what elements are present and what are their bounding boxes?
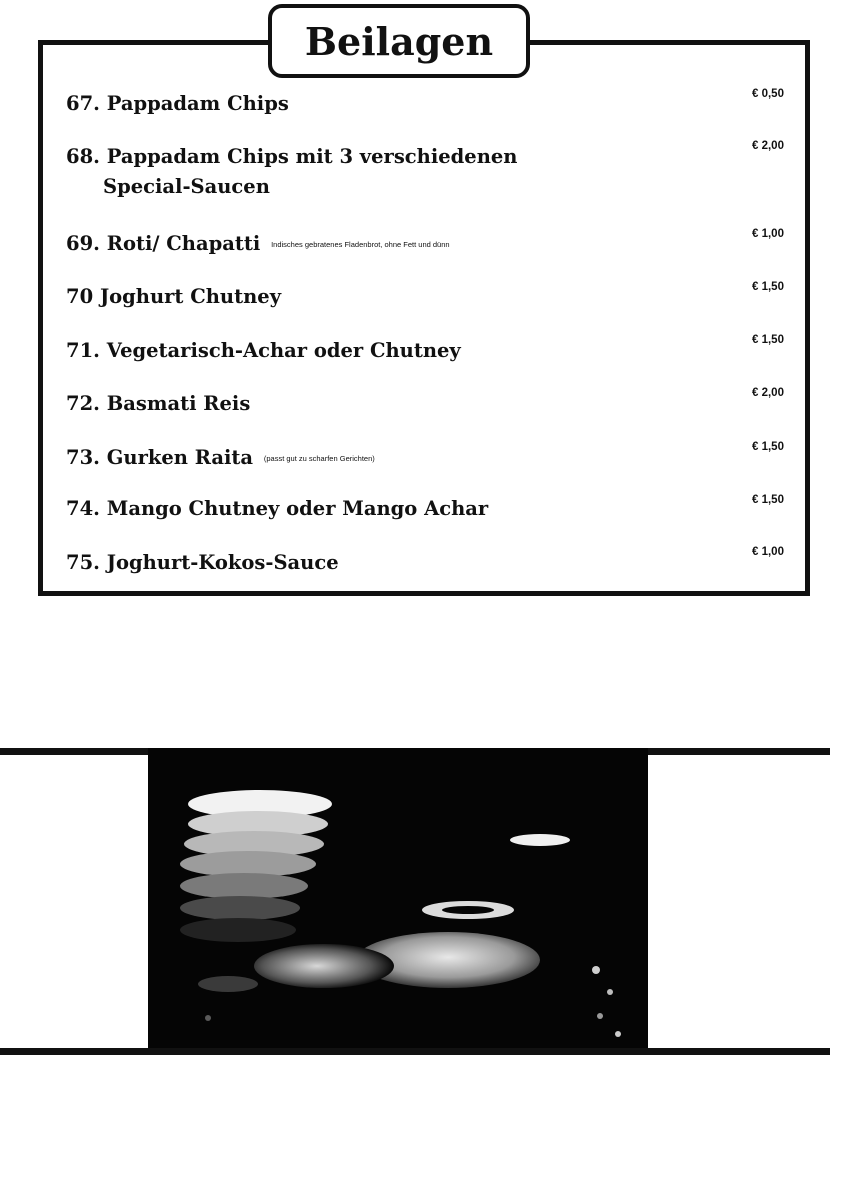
menu-item-71: [66, 336, 746, 366]
item-number: 71.: [66, 339, 100, 362]
item-name: Vegetarisch-Achar oder Chutney: [106, 339, 461, 362]
item-price: € 0,50: [752, 88, 784, 100]
item-number: 68.: [66, 145, 100, 168]
item-name: Joghurt-Kokos-Sauce: [106, 551, 339, 574]
item-name: Joghurt Chutney: [99, 285, 282, 308]
item-number: 67.: [66, 92, 100, 115]
menu-item-70: [66, 282, 746, 312]
photo-bottom-rule: [0, 1048, 830, 1055]
item-price: € 1,50: [752, 494, 784, 506]
item-name: Mango Chutney oder Mango Achar: [106, 497, 489, 520]
item-price: € 1,00: [752, 546, 784, 558]
pappadam-photo-illustration: [148, 748, 648, 1050]
item-name: Pappadam Chips mit 3 verschiedenen: [106, 145, 518, 168]
item-number: 69.: [66, 232, 100, 255]
item-name: Gurken Raita: [106, 446, 254, 469]
menu-item-68: [66, 142, 746, 202]
item-price: € 1,00: [752, 228, 784, 240]
item-price: € 1,50: [752, 441, 784, 453]
page-title: Beilagen: [304, 18, 494, 64]
item-number: 72.: [66, 392, 100, 415]
item-name: Pappadam Chips: [106, 92, 289, 115]
menu-item-69: [66, 229, 746, 260]
item-note: Indisches gebratenes Fladenbrot, ohne Fett und dünn: [271, 239, 450, 249]
item-number: 74.: [66, 497, 100, 520]
item-name: Basmati Reis: [106, 392, 251, 415]
title-tab: [268, 4, 530, 78]
item-price: € 2,00: [752, 140, 784, 152]
item-number: 70: [66, 285, 94, 308]
item-price: € 1,50: [752, 281, 784, 293]
menu-item-67: [66, 89, 746, 119]
item-price: € 1,50: [752, 334, 784, 346]
menu-item-72: [66, 389, 746, 419]
menu-item-73: [66, 443, 746, 474]
item-number: 73.: [66, 446, 100, 469]
item-name-line2: Special-Saucen: [103, 175, 270, 198]
item-price: € 2,00: [752, 387, 784, 399]
item-name: Roti/ Chapatti: [106, 232, 261, 255]
item-note: (passt gut zu scharfen Gerichten): [263, 453, 375, 463]
food-photo: [148, 748, 648, 1050]
menu-item-75: [66, 548, 746, 578]
menu-item-74: [66, 494, 746, 524]
item-number: 75.: [66, 551, 100, 574]
